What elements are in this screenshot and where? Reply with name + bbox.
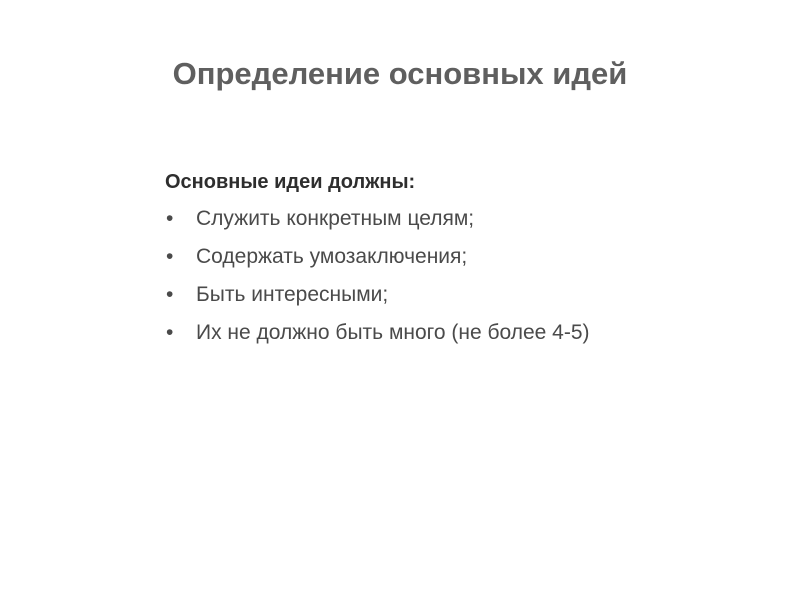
bullet-text: Служить конкретным целям; bbox=[196, 207, 475, 230]
bullet-icon: • bbox=[166, 245, 174, 268]
bullet-item bbox=[165, 320, 635, 346]
bullet-icon: • bbox=[166, 207, 174, 230]
bullet-item bbox=[165, 282, 635, 308]
bullet-text: Содержать умозаключения; bbox=[196, 245, 468, 268]
bullet-list bbox=[165, 206, 635, 346]
bullet-text: Быть интересными; bbox=[196, 283, 389, 306]
bullet-text: Их не должно быть много (не более 4-5) bbox=[196, 321, 590, 344]
content-subheading: Основные идеи должны: bbox=[165, 171, 416, 193]
bullet-icon: • bbox=[166, 321, 174, 344]
bullet-item bbox=[165, 206, 635, 232]
slide-title: Определение основных идей bbox=[172, 56, 628, 91]
bullet-item bbox=[165, 244, 635, 270]
slide-content bbox=[165, 169, 635, 358]
bullet-icon: • bbox=[166, 283, 174, 306]
